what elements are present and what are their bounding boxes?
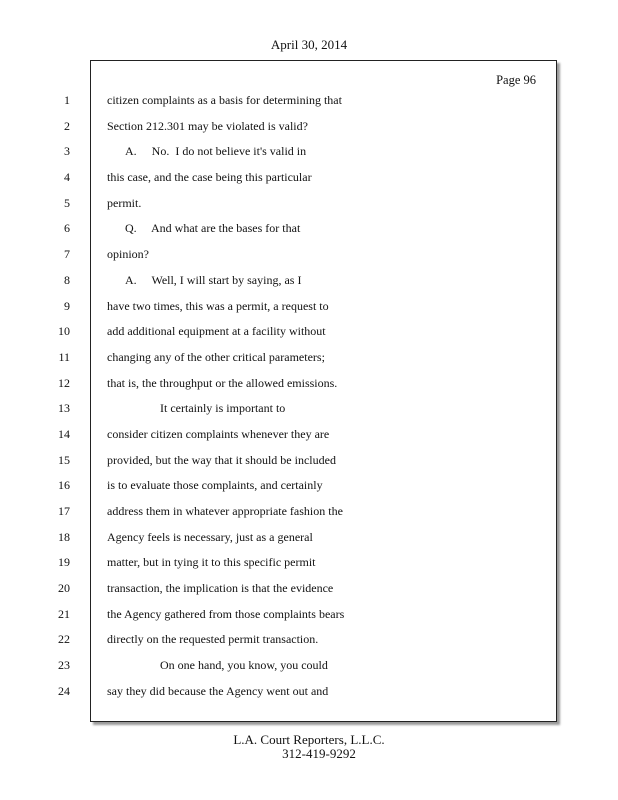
answer-line: A. No. I do not believe it's valid in: [125, 144, 307, 159]
line-number: 10: [58, 324, 70, 339]
line-number: 22: [58, 632, 70, 647]
line-number-column: [0, 88, 85, 705]
answer-line: A. Well, I will start by saying, as I: [125, 272, 302, 287]
transcript-line: provided, but the way that it should be included: [107, 452, 336, 467]
transcript-line: Section 212.301 may be violated is valid?: [107, 118, 308, 133]
paragraph-start-line: On one hand, you know, you could: [160, 658, 328, 673]
line-number: 7: [64, 247, 70, 262]
line-number: 23: [58, 658, 70, 673]
transcript-text: [107, 88, 547, 705]
line-number: 17: [58, 504, 70, 518]
line-number: 4: [64, 170, 70, 185]
court-reporter-phone: 312-419-9292: [282, 746, 356, 761]
line-number: 21: [58, 606, 70, 621]
transcript-line: that is, the throughput or the allowed emissions.: [107, 375, 338, 390]
line-number: 11: [58, 349, 70, 364]
transcript-line: directly on the requested permit transaction.: [107, 632, 319, 647]
line-number: 14: [58, 426, 70, 441]
line-number: 6: [64, 221, 70, 236]
transcript-line: Agency feels is necessary, just as a general: [107, 529, 313, 544]
transcript-line: permit.: [107, 195, 142, 210]
transcript-date: April 30, 2014: [270, 37, 348, 52]
transcript-line: have two times, this was a permit, a request to: [107, 298, 329, 313]
line-number: 24: [58, 683, 70, 698]
paragraph-start-line: It certainly is important to: [160, 401, 286, 416]
transcript-line: add additional equipment at a facility without: [107, 324, 326, 339]
transcript-line: opinion?: [107, 247, 149, 262]
court-reporter-name: L.A. Court Reporters, L.L.C.: [233, 732, 385, 747]
page-number: Page 96: [496, 73, 536, 87]
line-number: 8: [64, 272, 70, 287]
transcript-line: consider citizen complaints whenever they are: [107, 426, 330, 441]
transcript-line: say they did because the Agency went out and: [107, 683, 329, 698]
line-number: 1: [64, 93, 70, 107]
transcript-line: citizen complaints as a basis for determining that: [107, 93, 342, 107]
line-number: 19: [58, 555, 70, 570]
line-number: 20: [58, 581, 70, 596]
transcript-line: is to evaluate those complaints, and certainly: [107, 478, 323, 493]
line-number: 3: [64, 144, 70, 159]
line-number: 12: [58, 375, 70, 390]
transcript-line: the Agency gathered from those complaints bears: [107, 606, 345, 621]
page-footer: [0, 733, 618, 761]
line-number: 2: [64, 118, 70, 133]
transcript-line: this case, and the case being this particular: [107, 170, 312, 185]
line-number: 5: [64, 195, 70, 210]
transcript-line: transaction, the implication is that the evidence: [107, 581, 334, 596]
question-line: Q. And what are the bases for that: [125, 221, 301, 236]
line-number: 18: [58, 529, 70, 544]
transcript-line: changing any of the other critical parameters;: [107, 349, 325, 364]
line-number: 9: [64, 298, 70, 313]
transcript-line: address them in whatever appropriate fashion the: [107, 504, 343, 518]
line-number: 16: [58, 478, 70, 493]
line-number: 13: [58, 401, 70, 416]
line-number: 15: [58, 452, 70, 467]
transcript-line: matter, but in tying it to this specific permit: [107, 555, 316, 570]
